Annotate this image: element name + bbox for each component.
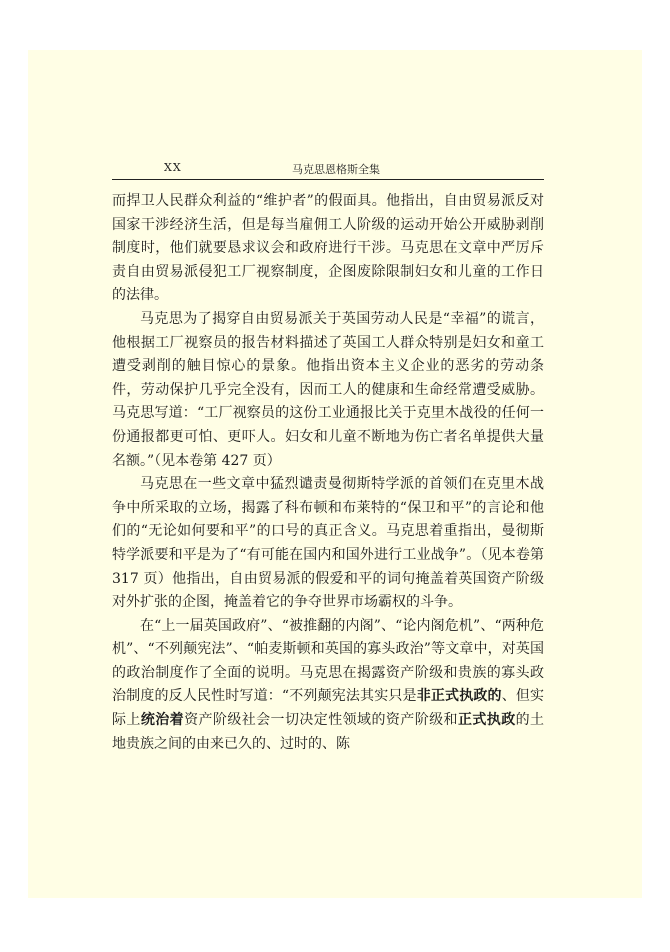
paragraph-3: 马克思在一些文章中猛烈谴责曼彻斯特学派的首领们在克里木战争中所采取的立场，揭露了科布顿和布莱特的“保卫和平”的言论和他们的“无论如何要和平”的口号的真正含义。马克思着重指出，曼彻斯特学派要和平是为了“有可能在国内和国外进行工业战争”。（见本卷第 317 页）他指出，自由贸易派的假爱和平的词句掩盖着英国资产阶级对外扩张的企图，掩盖着它的争夺世界市场霸权的斗争。 <box>112 476 544 611</box>
emphasis-informal-ruling: 非正式执政的 <box>416 688 502 705</box>
paragraph-4-text-end: 的土地贵族之间的由来已久的、过时的、陈 <box>112 712 545 752</box>
paragraph-4-text-start: 在“上一届英国政府”、“被推翻的内阁”、“论内阁危机”、“两种危机”、“不列颠宪法”、“帕麦斯顿和英国的寡头政治”等文章中，对英国的政治制度作了全面的说明。马克思在揭露资产阶级和贵族的寡头政治制度的反人民性时写道：“不列颠宪法其实只是 <box>112 617 544 705</box>
emphasis-formal-ruling: 正式执政 <box>457 712 516 729</box>
paragraph-4-text-mid-2: 资产阶级社会一切决定性领域的资产阶级和 <box>184 712 458 729</box>
paragraph-1: 而捍卫人民群众利益的“维护者”的假面具。他指出，自由贸易派反对国家干涉经济生活，但是每当雇佣工人阶级的运动开始公开威胁剥削制度时，他们就要恳求议会和政府进行干涉。马克思在文章中严厉斥责自由贸易派侵犯工厂视察制度，企图废除限制妇女和儿童的工作日的法律。 <box>112 193 544 304</box>
book-title: 马克思恩格斯全集 <box>292 163 380 176</box>
page-number: XX <box>164 161 182 174</box>
running-header <box>112 157 544 180</box>
paragraph-4-text-mid-1: 、但实际上 <box>112 688 545 729</box>
emphasis-ruling: 统治着 <box>140 712 185 729</box>
paragraph-4 <box>112 615 544 757</box>
paragraph-2: 马克思为了揭穿自由贸易派关于英国劳动人民是“幸福”的谎言，他根据工厂视察员的报告材料描述了英国工人群众特别是妇女和童工遭受剥削的触目惊心的景象。他指出资本主义企业的恶劣的劳动条件，劳动保护几乎完全没有，因而工人的健康和生命经常遭受威胁。马克思写道：“工厂视察员的这份工业通报比关于克里木战役的任何一份通报都更可怕、更吓人。妇女和儿童不断地为伤亡者名单提供大量名额。”（见本卷第 427 页） <box>112 310 544 469</box>
body-text <box>112 190 544 756</box>
